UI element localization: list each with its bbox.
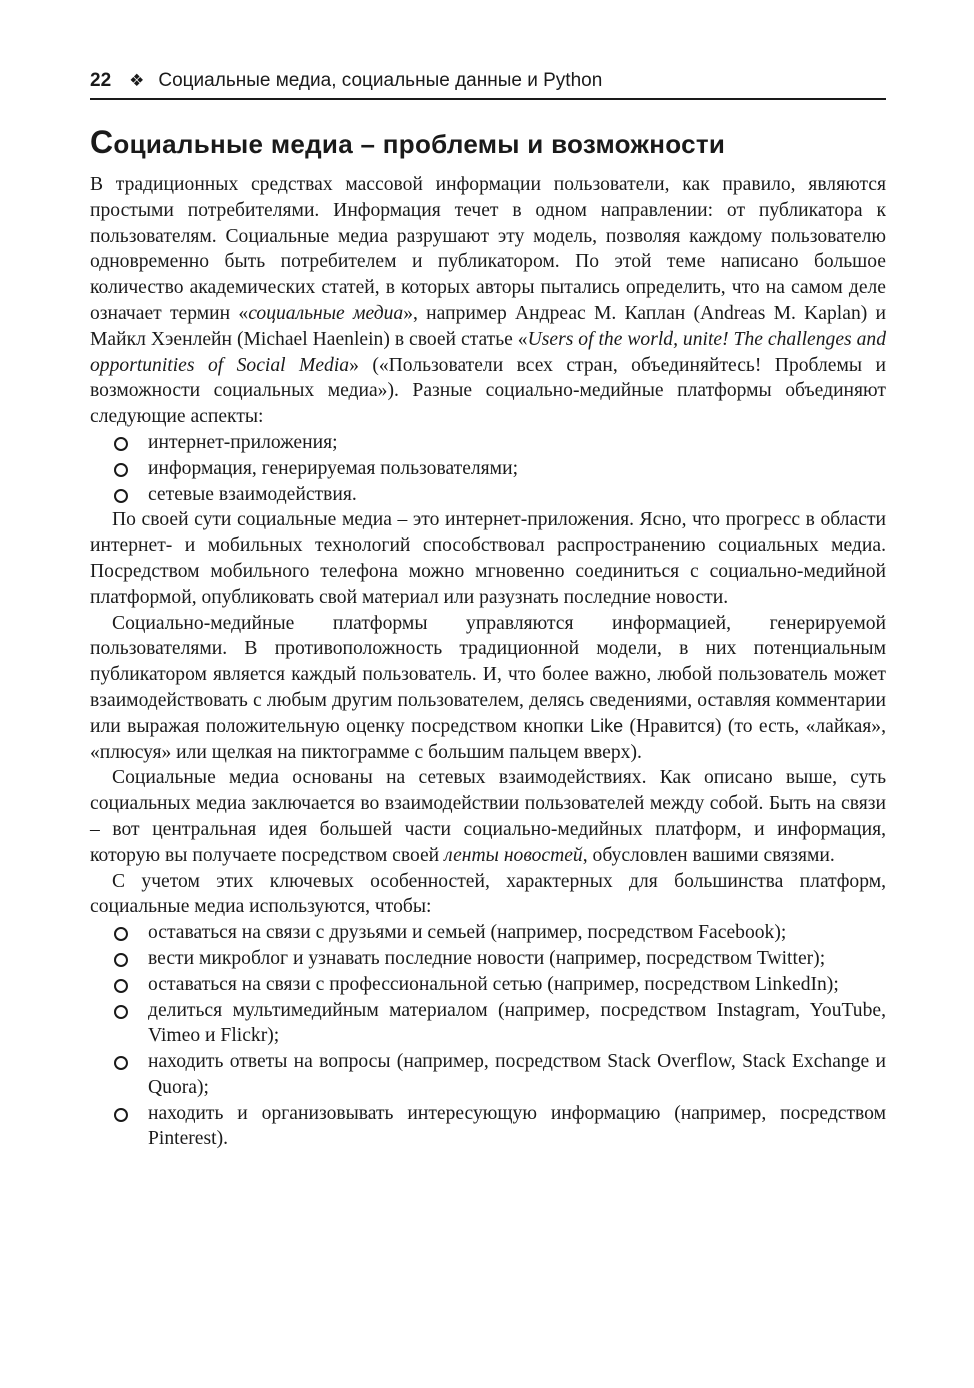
list-item-text: оставаться на связи с профессиональной сетью (например, посредством LinkedIn); [148, 973, 839, 995]
section-title-rest: оциальные медиа – проблемы и возможности [113, 129, 726, 159]
list-item-text: находить ответы на вопросы (например, посредством Stack Overflow, Stack Exchange и Quora); [148, 1051, 886, 1098]
list-item [90, 920, 886, 946]
paragraph-user-generated [90, 611, 886, 766]
list-item-text: интернет-приложения; [148, 431, 338, 453]
text-run: » («Пользователи всех стран, объединяйтесь! Проблемы и возможности социальных медиа»). Разные социально-медийные платформы объединяют следующие аспекты: [90, 354, 886, 428]
bullet-icon [114, 1056, 128, 1070]
paragraph-intro [90, 172, 886, 430]
running-header [90, 66, 886, 100]
list-item [90, 482, 886, 508]
text-run: Социально-медийные платформы управляются информацией, генерируемой пользователями. В противоположность традиционной модели, в них потенциальным публикатором является каждый пользователь. И, что более важно, любой пользователь может взаимодействовать с любым другим пользователем, делясь сведениями, оставляя комментарии или выражая положительную оценку посредством кнопки [90, 612, 886, 737]
bullet-icon [114, 1108, 128, 1122]
bullet-icon [114, 953, 128, 967]
paragraph-network [90, 765, 886, 868]
page-number: 22 [90, 70, 112, 91]
list-item-text: вести микроблог и узнавать последние новости (например, посредством Twitter); [148, 947, 826, 969]
list-item [90, 972, 886, 998]
text-run: », например Андреас М. Каплан (Andreas M. Kaplan) и Майкл Хэенлейн (Michael Haenlein) в своей статье « [90, 302, 887, 350]
list-item [90, 430, 886, 456]
body-text [90, 172, 886, 1152]
text-run: (Нравится) (то есть, «лайкая», «плюсуя» или щелкая на пиктограмме с большим пальцем вверх). [90, 715, 886, 763]
list-item-text: находить и организовывать интересующую информацию (например, посредством Pinterest). [148, 1102, 886, 1150]
list-item [90, 1049, 886, 1101]
running-title: Социальные медиа, социальные данные и Python [158, 70, 603, 91]
list-item-text: делиться мультимедийным материалом (например, посредством Instagram, YouTube, Vimeo и Flickr); [148, 999, 886, 1047]
list-item-text: оставаться на связи с друзьями и семьей (например, посредством Facebook); [148, 922, 787, 944]
paragraph-internet-apps: По своей сути социальные медиа – это интернет-приложения. Ясно, что прогресс в области интернет- и мобильных технологий способствовал распространению социальных медиа. Посредством мобильного телефона можно мгновенно соединиться с социально-медийной платформой, опубликовать свой материал или разузнать последние новости. [90, 509, 886, 608]
list-item-text: информация, генерируемая пользователями; [148, 457, 519, 479]
bullet-icon [114, 979, 128, 993]
bullet-icon [114, 463, 128, 477]
section-title-initial: С [90, 124, 114, 160]
list-item [90, 456, 886, 482]
list-item-text: сетевые взаимодействия. [148, 483, 357, 505]
bullet-icon [114, 927, 128, 941]
bullet-icon [114, 1005, 128, 1019]
italic-term: ленты новостей [444, 844, 583, 866]
paragraph-uses-intro: С учетом этих ключевых особенностей, характерных для большинства платформ, социальные медиа используются, чтобы: [90, 870, 886, 918]
aspects-list [90, 430, 886, 507]
ornament-icon: ❖ [129, 71, 145, 90]
like-label: Like [590, 715, 624, 736]
uses-list [90, 920, 886, 1152]
list-item [90, 998, 886, 1050]
article-title: Users of the world, unite! The challenges and opportunities of Social Media [90, 328, 886, 376]
section-title [90, 124, 725, 161]
bullet-icon [114, 437, 128, 451]
text-run: Социальные медиа основаны на сетевых взаимодействиях. Как описано выше, суть социальных медиа заключается во взаимодействии пользователей между собой. Быть на связи – вот центральная идея большей части социально-медийных платформ, и информация, которую вы получаете посредством своей [90, 767, 886, 866]
list-item [90, 1101, 886, 1153]
bullet-icon [114, 489, 128, 503]
text-run: В традиционных средствах массовой информации пользователи, как правило, являются простыми потребителями. Информация течет в одном направлении: от публикатора к пользователям. Социальные медиа разрушают эту модель, позволяя каждому пользователю одновременно быть потребителем и публикатором. По этой теме написано большое количество академических статей, в которых авторы пытались определить, что на самом деле означает термин « [90, 174, 886, 324]
text-run: , обусловлен вашими связями. [582, 844, 835, 866]
list-item [90, 946, 886, 972]
italic-term: социальные медиа [248, 302, 404, 324]
